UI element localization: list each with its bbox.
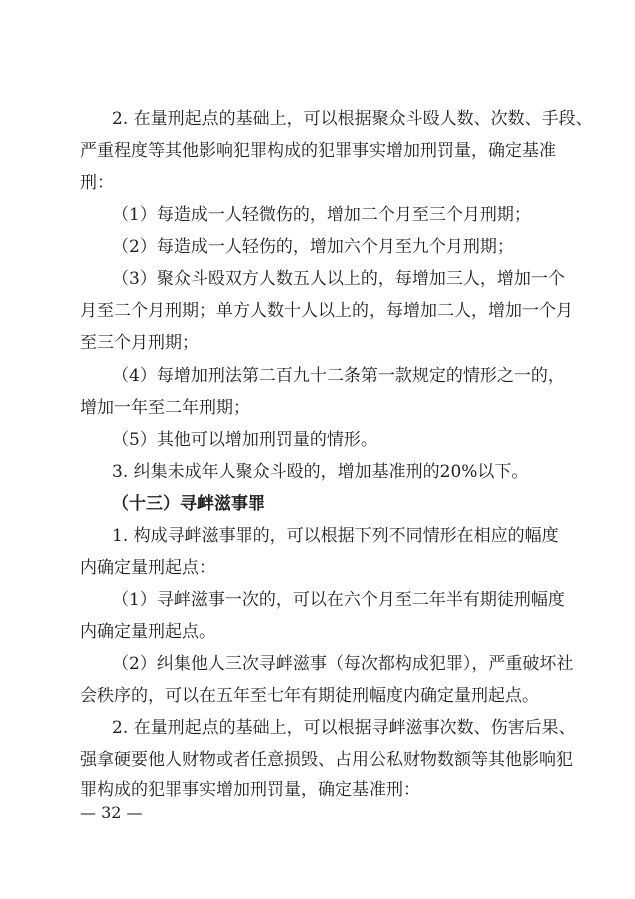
list-item-4-line-2: 增加一年至二年刑期； [80,398,250,418]
page-number: — 32 — [80,803,143,822]
section-item-2-line-2: 会秩序的，可以在五年至七年有期徒刑幅度内确定量刑起点。 [80,686,539,706]
section-item-2-line-1: （2）纠集他人三次寻衅滋事（每次都构成犯罪），严重破坏社 [112,654,574,674]
paragraph-2-line-2: 严重程度等其他影响犯罪构成的犯罪事实增加刑罚量，确定基准 [80,141,556,161]
list-item-2: （2）每造成一人轻伤的，增加六个月至九个月刑期； [112,237,514,257]
section-paragraph-2-line-3: 罪构成的犯罪事实增加刑罚量，确定基准刑： [80,780,420,800]
list-item-3-line-1: （3）聚众斗殴双方人数五人以上的，每增加三人，增加一个 [112,269,565,289]
section-heading: （十三）寻衅滋事罪 [112,494,265,514]
paragraph-3: 3. 纠集未成年人聚众斗殴的，增加基准刑的20%以下。 [112,462,529,482]
list-item-5: （5）其他可以增加刑罚量的情形。 [112,430,378,450]
section-paragraph-2-line-1: 2. 在量刑起点的基础上，可以根据寻衅滋事次数、伤害后果、 [112,718,576,738]
list-item-3-line-2: 月至二个月刑期；单方人数十人以上的，每增加二人，增加一个月 [80,301,573,321]
section-item-1-line-1: （1）寻衅滋事一次的，可以在六个月至二年半有期徒刑幅度 [112,590,565,610]
paragraph-2-line-3: 刑： [80,173,114,193]
list-item-3-line-3: 至三个月刑期； [80,333,199,353]
section-paragraph-1-line-2: 内确定量刑起点： [80,558,216,578]
section-paragraph-1-line-1: 1. 构成寻衅滋事罪的，可以根据下列不同情形在相应的幅度 [112,526,559,546]
list-item-4-line-1: （4）每增加刑法第二百九十二条第一款规定的情形之一的， [112,366,565,386]
paragraph-2-line-1: 2. 在量刑起点的基础上，可以根据聚众斗殴人数、次数、手段、 [112,109,593,129]
section-paragraph-2-line-2: 强拿硬要他人财物或者任意损毁、占用公私财物数额等其他影响犯 [80,750,573,770]
section-item-1-line-2: 内确定量刑起点。 [80,622,216,642]
list-item-1: （1）每造成一人轻微伤的，增加二个月至三个月刑期； [112,205,531,225]
